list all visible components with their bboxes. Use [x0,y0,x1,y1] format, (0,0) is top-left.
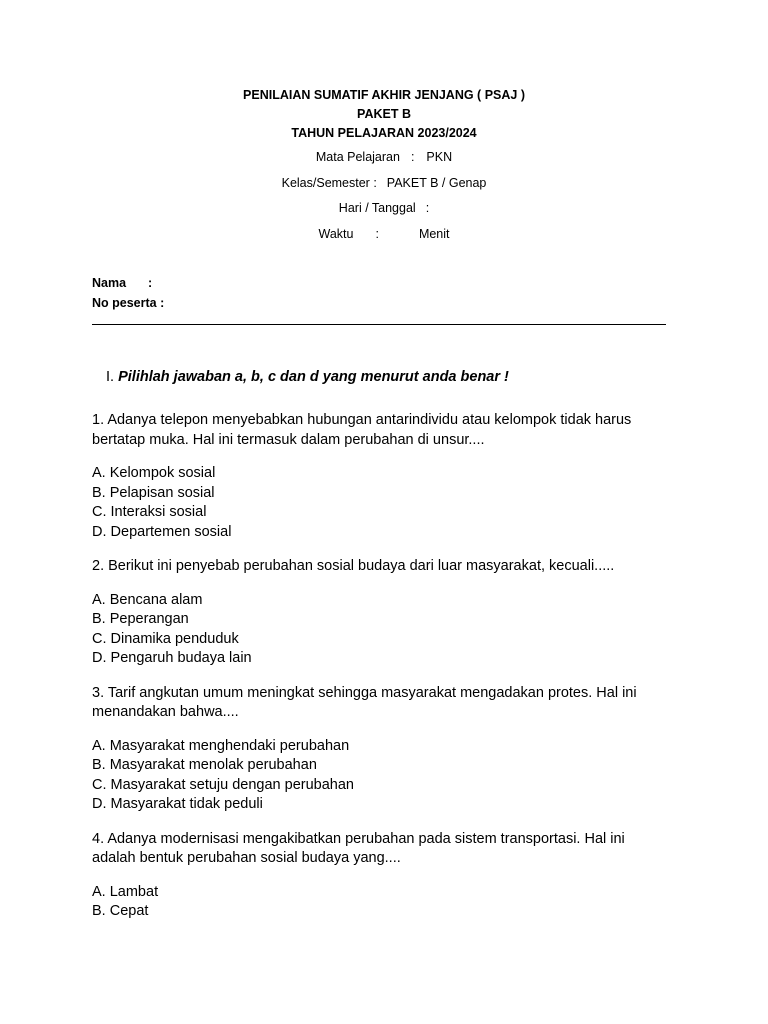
subject-row [0,145,768,171]
question-text: 4. Adanya modernisasi mengakibatkan perubahan pada sistem transportasi. Hal ini adalah bentuk perubahan sosial budaya yang.... [92,830,625,866]
instruction-text: Pilihlah jawaban a, b, c dan d yang menurut anda benar ! [118,369,509,385]
question-text: 1. Adanya telepon menyebabkan hubungan antarindividu atau kelompok tidak harus bertatap muka. Hal ini termasuk dalam perubahan di unsur.... [92,412,632,448]
identity-block [92,273,164,313]
option-a: A. Lambat [92,883,159,900]
question-1 [92,411,692,542]
class-label: Kelas/Semester : [281,175,377,190]
divider-line [92,324,666,325]
day-label: Hari / Tanggal [338,201,416,215]
participant-row [92,293,164,313]
option-b: B. Cepat [92,903,149,919]
option-d: D. Masyarakat tidak peduli [92,796,263,812]
name-sep: : [148,276,153,290]
option-list [92,591,692,669]
day-row [0,196,768,222]
subject-sep: : [410,150,415,164]
school-year: TAHUN PELAJARAN 2023/2024 [291,126,477,140]
section-instruction [106,367,509,387]
class-value: PAKET B / Genap [386,175,487,190]
option-a: A. Bencana alam [92,591,203,608]
exam-title: PENILAIAN SUMATIF AKHIR JENJANG ( PSAJ ) [243,88,525,102]
class-row [0,171,768,197]
question-text: 2. Berikut ini penyebab perubahan sosial budaya dari luar masyarakat, kecuali..... [92,558,615,574]
subject-value: PKN [426,150,453,164]
option-d: D. Departemen sosial [92,523,232,540]
option-a: A. Masyarakat menghendaki perubahan [92,737,350,754]
exam-package: PAKET B [357,107,411,121]
question-3 [92,684,692,815]
subject-label: Mata Pelajaran [315,150,400,164]
time-value: Menit [418,226,450,241]
time-sep: : [375,226,379,241]
option-c: C. Dinamika penduduk [92,630,239,647]
option-d: D. Pengaruh budaya lain [92,650,252,666]
participant-label: No peserta : [92,296,165,310]
option-list [92,464,692,542]
question-2 [92,557,692,669]
name-label: Nama [92,276,127,290]
question-list [92,411,692,937]
option-list [92,883,692,922]
option-list [92,737,692,815]
option-b: B. Masyarakat menolak perubahan [92,757,317,773]
name-row [92,273,164,293]
option-b: B. Pelapisan sosial [92,484,215,501]
document-header [0,86,768,247]
option-c: C. Masyarakat setuju dengan perubahan [92,776,354,793]
question-text: 3. Tarif angkutan umum meningkat sehingga masyarakat mengadakan protes. Hal ini menandakan bahwa.... [92,684,637,720]
option-c: C. Interaksi sosial [92,504,207,520]
day-sep: : [425,201,430,215]
question-4 [92,830,692,922]
section-number: I. [106,369,115,385]
option-b: B. Peperangan [92,611,189,627]
time-row [0,222,768,248]
option-a: A. Kelompok sosial [92,465,216,481]
time-label: Waktu [318,226,354,241]
